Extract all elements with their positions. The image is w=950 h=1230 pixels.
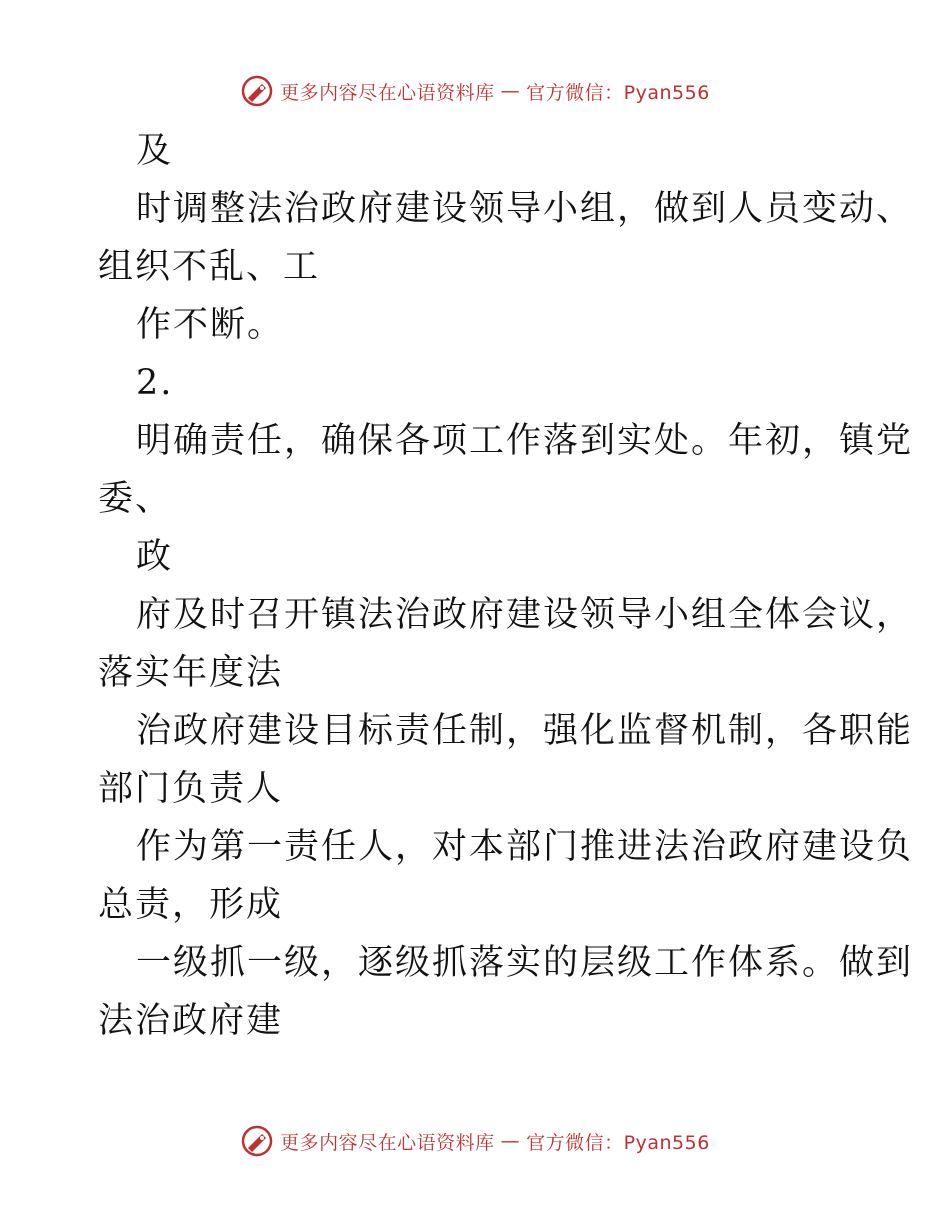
text-line: 及 <box>136 131 174 171</box>
document-body <box>98 122 914 1050</box>
watermark-contact: 官方微信：Pyan556 <box>526 1131 710 1154</box>
text-line: 一级抓一级，逐级抓落实的层级工作体系。做到 <box>136 943 914 983</box>
pen-nib-circle-icon <box>240 1124 274 1158</box>
text-line: 委、 <box>98 479 173 519</box>
watermark-separator: — <box>500 1130 521 1152</box>
text-line: 总责，形成 <box>98 885 284 925</box>
text-line: 治政府建设目标责任制，强化监督机制，各职能 <box>136 711 914 751</box>
text-line: 时调整法治政府建设领导小组，做到人员变动、 <box>136 189 914 229</box>
watermark-text: 更多内容尽在心语资料库 <box>280 81 495 104</box>
text-line: 作为第一责任人，对本部门推进法治政府建设负 <box>136 827 914 867</box>
text-line: 部门负责人 <box>98 769 284 809</box>
text-line: 作不断。 <box>136 305 285 345</box>
header-watermark <box>0 74 950 108</box>
watermark-text: 更多内容尽在心语资料库 <box>280 1131 495 1154</box>
text-line: 2. <box>136 363 174 403</box>
text-line: 政 <box>136 537 174 577</box>
pen-nib-circle-icon <box>240 74 274 108</box>
text-line: 落实年度法 <box>98 653 284 693</box>
footer-watermark <box>0 1124 950 1158</box>
watermark-contact: 官方微信：Pyan556 <box>526 81 710 104</box>
text-line: 法治政府建 <box>98 1001 284 1041</box>
text-line: 明确责任，确保各项工作落到实处。年初，镇党 <box>136 421 914 461</box>
watermark-separator: — <box>500 80 521 102</box>
text-line: 府及时召开镇法治政府建设领导小组全体会议， <box>136 595 914 635</box>
text-line: 组织不乱、工 <box>98 247 321 287</box>
